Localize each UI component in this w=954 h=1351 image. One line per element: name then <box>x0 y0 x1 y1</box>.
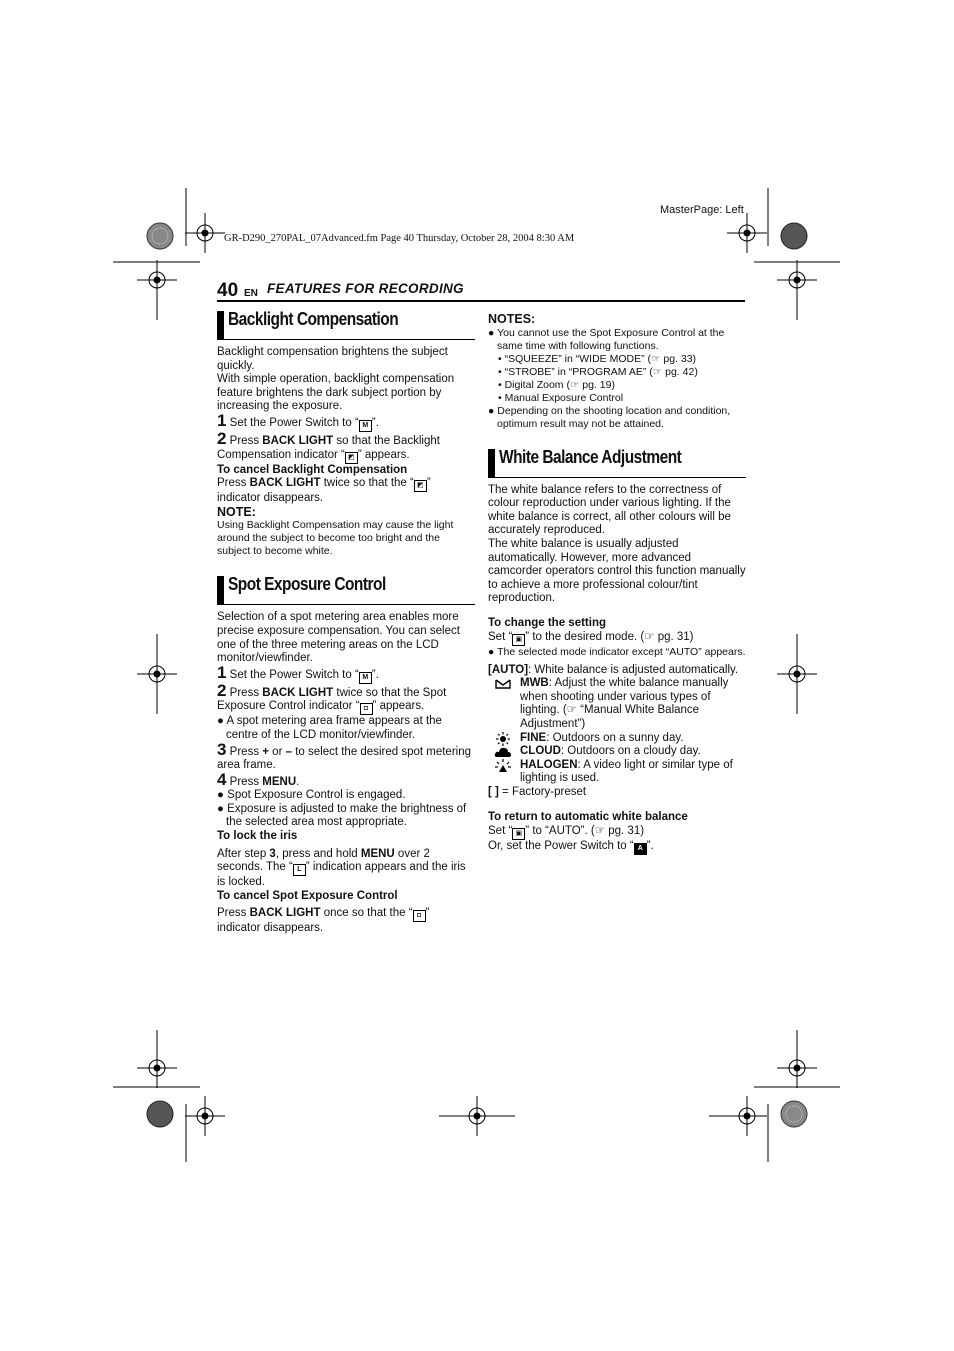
file-info: GR-D290_270PAL_07Advanced.fm Page 40 Thursday, October 28, 2004 8:30 AM <box>224 233 575 244</box>
backlight-cancel-text: Press BACK LIGHT twice so that the “ ◩ ” indicator disappears. <box>217 477 431 505</box>
pointer-icon: ☞ <box>569 378 580 391</box>
wb-return-text2: Or, set the Power Switch to “ A ”. <box>488 840 746 855</box>
pointer-icon: ☞ <box>652 365 663 378</box>
spot-cancel-heading: To cancel Spot Exposure Control <box>217 889 398 902</box>
notes-sub1: • “SQUEEZE” in “WIDE MODE” (☞ pg. 33) <box>498 352 697 365</box>
notes-sub2: • “STROBE” in “PROGRAM AE” (☞ pg. 42) <box>498 365 698 378</box>
wb-halogen: HALOGEN: A video light or similar type of lighting is used. <box>488 759 746 786</box>
backlight-intro1: Backlight compensation brightens the subject quickly. <box>217 346 448 372</box>
halogen-icon <box>494 759 512 773</box>
notes-sub4: • Manual Exposure Control <box>498 391 624 404</box>
spot-step2-bullet: ● A spot metering area frame appears at the centre of the LCD monitor/viewfinder. <box>217 715 442 741</box>
wb-change-text: Set “ ▣ ” to the desired mode. (☞ pg. 31) <box>488 631 746 646</box>
masterpage-label: MasterPage: Left <box>660 204 744 216</box>
page-number: 40 <box>217 280 239 301</box>
backlight-heading <box>217 311 475 340</box>
backlight-icon: ◩ <box>345 452 358 464</box>
mwb-icon <box>494 677 512 691</box>
backlight-note-heading: NOTE: <box>217 504 256 519</box>
spot-intro: Selection of a spot metering area enables more precise exposure compensation. You can select one of the three metering areas on the LCD monitor/viewfinder. <box>217 611 460 665</box>
spot-lock-text: After step 3, press and hold MENU over 2 seconds. The “ L ” indication appears and the iris is locked. <box>217 847 466 889</box>
spot-cancel-text: Press BACK LIGHT once so that the “ ◘ ” indicator disappears. <box>217 907 430 935</box>
backlight-step1: 1 Set the Power Switch to “ M ”. <box>217 410 379 430</box>
white-balance-icon: ▣ <box>512 828 525 840</box>
spot-step3: 3 Press + or – to select the desired spot metering area frame. <box>217 739 472 772</box>
language-code: EN <box>244 288 258 299</box>
auto-mode-icon: A <box>634 843 647 855</box>
pointer-icon: ☞ <box>644 630 655 643</box>
wb-intro2: The white balance is usually adjusted automatically. However, more advanced camcorder operators control this function manually to achieve a more professional colour/tint reproduction. <box>488 537 746 605</box>
spot-exposure-icon: ◘ <box>360 703 373 715</box>
chapter-title: FEATURES FOR RECORDING <box>267 281 464 296</box>
page-header <box>217 280 745 302</box>
wb-fine: FINE: Outdoors on a sunny day. <box>488 732 746 746</box>
spot-heading <box>217 576 475 605</box>
backlight-step2: 2 Press BACK LIGHT so that the Backlight Compensation indicator “ ◩ ” appears. <box>217 432 475 464</box>
notes-bullet1: ● You cannot use the Spot Exposure Control at the same time with following functions. <box>488 326 725 352</box>
wb-mwb: MWB: Adjust the white balance manually when shooting under various types of lighting. (☞ “Manual White Balance Adjustment”) <box>488 677 746 731</box>
spot-step4-bullet2: ● Exposure is adjusted to make the brightness of the selected area most appropriate. <box>217 802 467 829</box>
wb-cloud: CLOUD: Outdoors on a cloudy day. <box>488 745 746 759</box>
left-column <box>217 311 475 936</box>
cloud-icon <box>494 745 512 759</box>
pointer-icon: ☞ <box>566 704 577 717</box>
notes-heading: NOTES: <box>488 312 536 326</box>
wb-heading <box>488 446 746 478</box>
manual-mode-icon: M <box>359 420 372 432</box>
wb-title: White Balance Adjustment <box>499 446 682 467</box>
notes-bullet2: ● Depending on the shooting location and condition, optimum result may not be attained. <box>488 404 731 430</box>
wb-return-text: Set “ ▣ ” to “AUTO”. (☞ pg. 31) <box>488 825 746 840</box>
iris-lock-icon: L <box>293 864 306 876</box>
spot-title: Spot Exposure Control <box>228 574 386 595</box>
backlight-note-text: Using Backlight Compensation may cause the light around the subject to become too bright and the subject to become white. <box>217 519 454 558</box>
right-column <box>488 313 746 855</box>
wb-auto: [AUTO]: White balance is adjusted automatically. <box>488 663 739 676</box>
wb-intro1: The white balance refers to the correctness of colour reproduction under various lighting. If the white balance is correct, all other colours will be accurately reproduced. <box>488 483 731 537</box>
spot-step2: 2 Press BACK LIGHT twice so that the Spot Exposure Control indicator “ ◘ ” appears. <box>217 684 475 716</box>
notes-sub3: • Digital Zoom (☞ pg. 19) <box>498 378 615 391</box>
manual-mode-icon: M <box>359 672 372 684</box>
white-balance-icon: ▣ <box>512 634 525 646</box>
spot-step4: 4 Press MENU. <box>217 769 300 789</box>
backlight-title: Backlight Compensation <box>228 309 399 329</box>
spot-step4-bullet1: ● Spot Exposure Control is engaged. <box>217 789 406 802</box>
pointer-icon: ☞ <box>594 825 606 838</box>
pointer-icon: ☞ <box>651 352 661 365</box>
backlight-icon: ◩ <box>414 480 427 492</box>
spot-exposure-icon: ◘ <box>413 910 426 922</box>
wb-change-heading: To change the setting <box>488 616 606 629</box>
wb-return-heading: To return to automatic white balance <box>488 811 688 824</box>
wb-change-bullet: ● The selected mode indicator except “AUTO” appears. <box>488 645 746 658</box>
sun-icon <box>494 732 512 746</box>
spot-step1: 1 Set the Power Switch to “ M ”. <box>217 662 379 682</box>
spot-lock-heading: To lock the iris <box>217 830 298 843</box>
wb-factory: [ ] = Factory-preset <box>488 785 587 798</box>
backlight-cancel-heading: To cancel Backlight Compensation <box>217 463 408 476</box>
backlight-intro2: With simple operation, backlight compensation feature brightens the dark subject portion by increasing the exposure. <box>217 373 455 413</box>
